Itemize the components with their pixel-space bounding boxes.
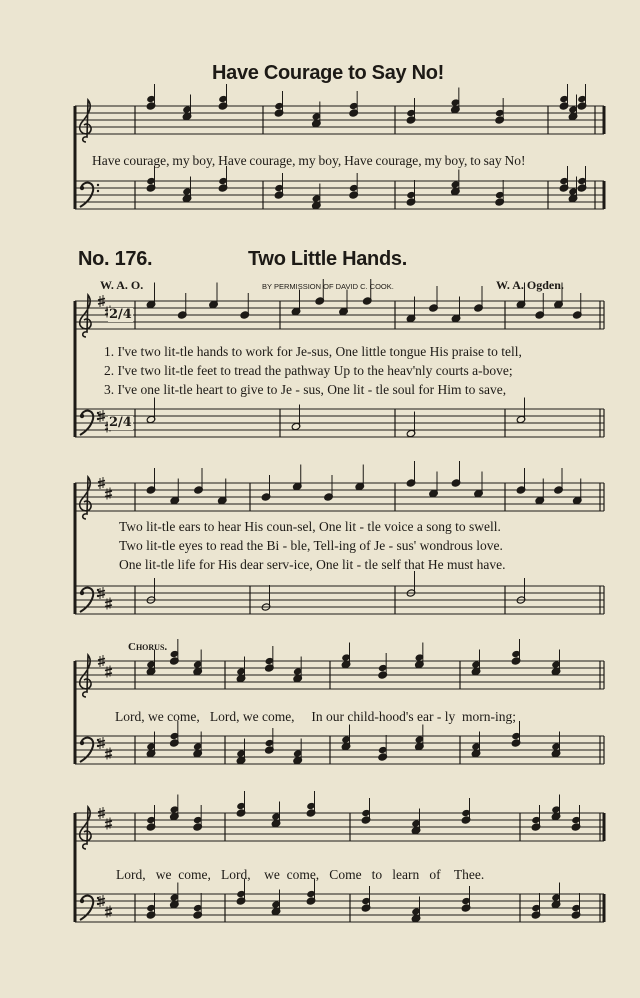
sharp-sign [105, 491, 112, 493]
sharp-sign [98, 485, 105, 487]
sharp-sign [98, 899, 105, 901]
bass-clef-dot [80, 899, 84, 903]
verse-2-line-1: 2. I've two lit-tle feet to tread the pathway Up to the heav'nly courts a-bove; [104, 363, 513, 378]
sharp-sign [98, 303, 105, 305]
words-credit: W. A. O. [100, 278, 144, 292]
sharp-sign [98, 745, 105, 747]
bass-clef-dot [97, 589, 99, 591]
sharp-sign [105, 825, 112, 827]
time-signature-bass: 2/4 [109, 415, 132, 430]
bass-clef-dot [97, 897, 99, 899]
chorus-line-2: Lord, we come, Lord, we come, Come to learn of Thee. [116, 867, 485, 882]
permission-note: BY PERMISSION OF DAVID C. COOK. [262, 282, 394, 291]
sharp-sign [105, 751, 112, 753]
hymn-title: Two Little Hands. [248, 248, 407, 270]
sharp-sign [105, 755, 112, 757]
verse-3-line-1: 3. I've one lit-tle heart to give to Je - sus, One lit - tle soul for Him to save, [104, 382, 507, 397]
bass-clef-dot [80, 186, 84, 190]
sharp-sign [98, 903, 105, 905]
bass-clef-dot [80, 414, 84, 418]
bass-clef-dot [97, 190, 99, 192]
hymn-number: No. 176. [78, 248, 153, 270]
bass-clef-dot [97, 739, 99, 741]
chorus-line-1: Lord, we come, Lord, we come, In our child-hood's ear - ly morn-ing; [115, 709, 516, 724]
sharp-sign [98, 741, 105, 743]
sharp-sign [105, 495, 112, 497]
sharp-sign [98, 595, 105, 597]
sharp-sign [98, 414, 105, 416]
sharp-sign [105, 605, 112, 607]
hymn-175-lyric: Have courage, my boy, Have courage, my boy, Have courage, my boy, to say No! [92, 153, 526, 168]
sharp-sign [98, 811, 105, 813]
verse-2-line-2: Two lit-tle eyes to read the Bi - ble, Tell-ing of Je - sus' wondrous love. [119, 538, 503, 553]
hymn-175-title: Have Courage to Say No! [212, 62, 445, 84]
verse-3-line-2: One lit-tle life for His dear serv-ice, One lit - tle self that He must have. [119, 557, 506, 572]
bass-clef-dot [80, 591, 84, 595]
sharp-sign [98, 591, 105, 593]
sharp-sign [105, 909, 112, 911]
sharp-sign [105, 669, 112, 671]
sharp-sign [98, 481, 105, 483]
bass-clef-dot [97, 412, 99, 414]
sharp-sign [105, 601, 112, 603]
sharp-sign [105, 821, 112, 823]
verse-1-line-1: 1. I've two lit-tle hands to work for Je-sus, One little tongue His praise to tell, [104, 344, 522, 359]
sharp-sign [98, 815, 105, 817]
bass-clef-dot [97, 184, 99, 186]
music-credit: W. A. Ogden. [496, 278, 564, 292]
sharp-sign [98, 418, 105, 420]
time-signature-treble: 2/4 [109, 307, 132, 322]
sharp-sign [98, 299, 105, 301]
sharp-sign [105, 673, 112, 675]
bass-clef-dot [80, 741, 84, 745]
sharp-sign [105, 913, 112, 915]
chorus-label: Chorus. [128, 641, 168, 653]
sharp-sign [98, 663, 105, 665]
sharp-sign [98, 659, 105, 661]
verse-1-line-2: Two lit-tle ears to hear His coun-sel, One lit - tle voice a song to swell. [119, 519, 501, 534]
